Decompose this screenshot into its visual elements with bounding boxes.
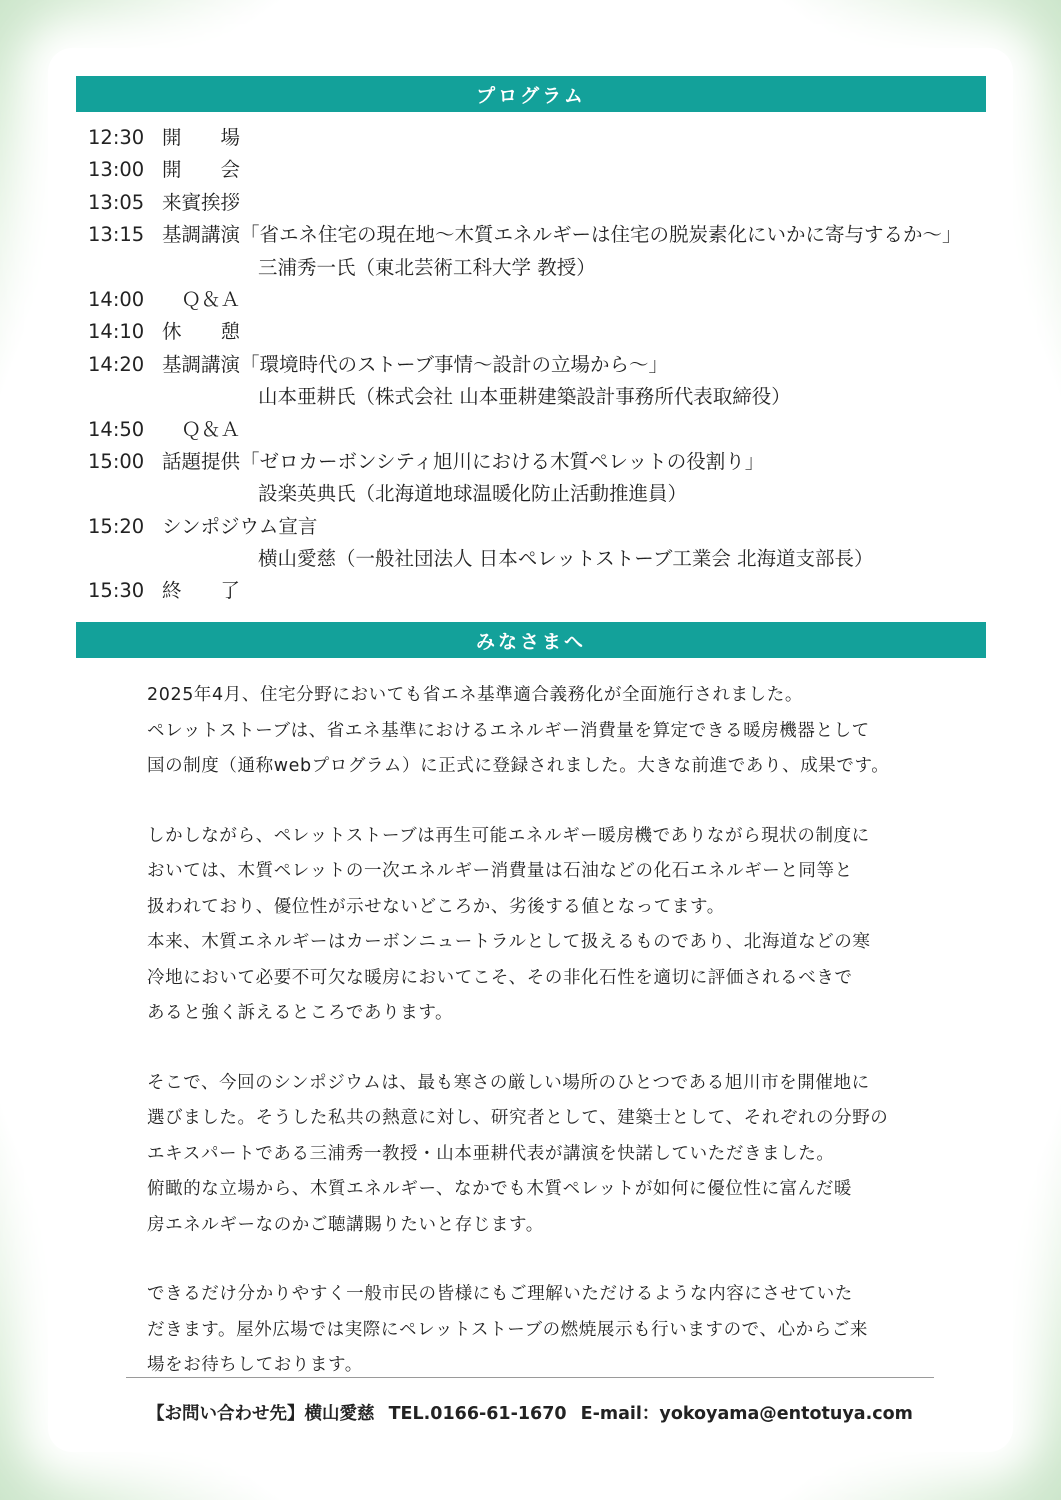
program-item: シンポジウム宣言 [162, 514, 318, 538]
program-row [88, 511, 988, 543]
greeting-line: 選びました。そうした私共の熱意に対し、研究者として、建築士として、それぞれの分野の [147, 1108, 889, 1128]
program-item: 話題提供「ゼロカーボンシティ旭川における木質ペレットの役割り」 [162, 449, 765, 473]
program-row [88, 414, 988, 446]
contact-label: 【お問い合わせ先】 [147, 1404, 305, 1424]
greeting-line: 扱われており、優位性が示せないどころか、劣後する値となってます。 [147, 896, 725, 917]
program-time: 15:20 [88, 514, 145, 538]
program-time: 13:15 [88, 223, 145, 247]
program-time: 14:20 [88, 352, 145, 376]
program-time: 13:00 [88, 158, 145, 182]
contact-email-link[interactable]: E-mail：yokoyama@entotuya.com [580, 1404, 913, 1424]
greeting-line: あると強く訴えるところであります。 [147, 1003, 454, 1023]
paragraph-gap [147, 1032, 927, 1066]
greeting-line: 房エネルギーなのかご聴講賜りたいと存じます。 [147, 1214, 544, 1235]
greeting-line: 場をお待ちしております。 [147, 1355, 363, 1375]
program-item: 開 場 [162, 126, 241, 149]
program-time: 14:50 [88, 417, 145, 441]
greeting-line: おいては、木質ペレットの一次エネルギー消費量は石油などの化石エネルギーと同等と [147, 861, 853, 881]
contact-info [147, 1400, 927, 1425]
program-time: 13:05 [88, 190, 145, 214]
program-time: 15:00 [88, 449, 145, 473]
program-row [88, 187, 988, 219]
program-speaker: 三浦秀一氏（東北芸術工科大学 教授） [258, 255, 596, 279]
greeting-line: 2025年4月、住宅分野においても省エネ基準適合義務化が全面施行されました。 [147, 685, 803, 705]
program-time: 15:30 [88, 579, 145, 603]
contact-tel: TEL.0166-61-1670 [388, 1404, 567, 1424]
program-schedule [88, 122, 988, 608]
program-heading: プログラム [76, 76, 986, 112]
program-row [88, 219, 988, 251]
greeting-line: できるだけ分かりやすく一般市民の皆様にもご理解いただけるような内容にさせていた [147, 1284, 853, 1304]
program-row [88, 154, 988, 186]
program-row [88, 478, 988, 510]
program-item: 終 了 [162, 579, 241, 603]
program-time: 12:30 [88, 126, 145, 149]
paragraph-gap [147, 1243, 927, 1277]
greeting-line: 本来、木質エネルギーはカーボンニュートラルとして扱えるものであり、北海道などの寒 [147, 932, 871, 952]
greeting-line: エキスパートである三浦秀一教授・山本亜耕代表が講演を快諾していただきました。 [147, 1143, 835, 1164]
program-row [88, 575, 988, 607]
program-item: 開 会 [162, 158, 241, 182]
program-row [88, 284, 988, 316]
greeting-heading: みなさまへ [76, 622, 986, 658]
program-row [88, 446, 988, 478]
greeting-line: ペレットストーブは、省エネ基準におけるエネルギー消費量を算定できる暖房機器として [147, 720, 870, 741]
program-row [88, 252, 988, 284]
program-item: 基調講演「省エネ住宅の現在地〜木質エネルギーは住宅の脱炭素化にいかに寄与するか〜」 [162, 223, 962, 247]
program-row [88, 543, 988, 575]
greeting-line: 国の制度（通称webプログラム）に正式に登録されました。大きな前進であり、成果です。 [147, 756, 890, 776]
program-item: Ｑ＆Ａ [162, 417, 241, 441]
program-speaker: 山本亜耕氏（株式会社 山本亜耕建築設計事務所代表取締役） [258, 385, 791, 409]
program-row [88, 122, 988, 154]
program-speaker: 横山愛慈（一般社団法人 日本ペレットストーブ工業会 北海道支部長） [258, 547, 874, 571]
program-row [88, 316, 988, 348]
program-item: 休 憩 [162, 320, 241, 344]
divider-line [126, 1377, 934, 1378]
program-item: Ｑ＆Ａ [162, 287, 241, 311]
greeting-line: そこで、今回のシンポジウムは、最も寒さの厳しい場所のひとつである旭川市を開催地に [147, 1072, 870, 1093]
program-time: 14:00 [88, 287, 145, 311]
program-row [88, 349, 988, 381]
greeting-line: 俯瞰的な立場から、木質エネルギー、なかでも木質ペレットが如何に優位性に富んだ暖 [147, 1179, 853, 1199]
program-row [88, 381, 988, 413]
contact-name: 横山愛慈 [304, 1404, 375, 1424]
program-time: 14:10 [88, 320, 145, 344]
greeting-line: しかしながら、ペレットストーブは再生可能エネルギー暖房機でありながら現状の制度に [147, 825, 870, 846]
program-speaker: 設楽英典氏（北海道地球温暖化防止活動推進員） [258, 482, 688, 506]
greeting-text [147, 678, 927, 1384]
greeting-line: だきます。屋外広場では実際にペレットストーブの燃焼展示も行いますので、心からご来 [147, 1319, 869, 1340]
paragraph-gap [147, 785, 927, 819]
program-item: 来賓挨拶 [162, 190, 241, 214]
greeting-line: 冷地において必要不可欠な暖房においてこそ、その非化石性を適切に評価されるべきで [147, 967, 853, 988]
program-item: 基調講演「環境時代のストーブ事情〜設計の立場から〜」 [162, 352, 669, 376]
